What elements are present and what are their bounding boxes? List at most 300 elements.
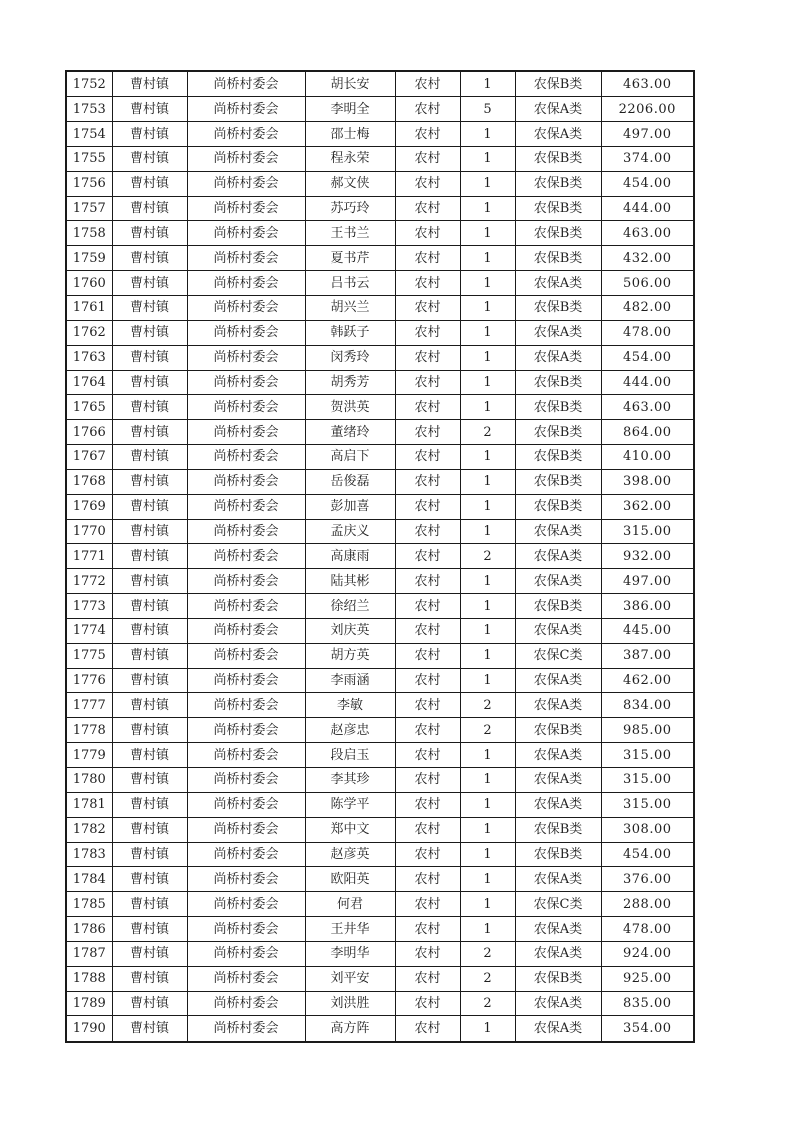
cell-town: 曹村镇 [112,668,187,693]
cell-count: 1 [460,246,515,271]
cell-name: 徐绍兰 [305,594,395,619]
cell-committee: 尚桥村委会 [187,146,305,171]
cell-seq: 1753 [66,97,112,122]
cell-type: 农保B类 [515,718,601,743]
cell-amount: 398.00 [601,469,694,494]
cell-committee: 尚桥村委会 [187,594,305,619]
cell-count: 1 [460,1016,515,1042]
cell-type: 农保B类 [515,370,601,395]
cell-count: 2 [460,991,515,1016]
cell-town: 曹村镇 [112,718,187,743]
cell-count: 1 [460,917,515,942]
cell-category: 农村 [395,469,460,494]
cell-amount: 463.00 [601,395,694,420]
cell-name: 陈学平 [305,792,395,817]
cell-amount: 315.00 [601,519,694,544]
cell-town: 曹村镇 [112,917,187,942]
cell-seq: 1764 [66,370,112,395]
cell-town: 曹村镇 [112,842,187,867]
cell-town: 曹村镇 [112,71,187,97]
cell-seq: 1772 [66,569,112,594]
cell-committee: 尚桥村委会 [187,991,305,1016]
cell-amount: 308.00 [601,817,694,842]
table-row [66,991,694,1016]
cell-name: 吕书云 [305,271,395,296]
cell-count: 2 [460,420,515,445]
cell-count: 1 [460,370,515,395]
cell-count: 1 [460,196,515,221]
cell-town: 曹村镇 [112,494,187,519]
cell-town: 曹村镇 [112,643,187,668]
cell-amount: 288.00 [601,892,694,917]
cell-type: 农保A类 [515,97,601,122]
table-row [66,370,694,395]
cell-committee: 尚桥村委会 [187,370,305,395]
cell-committee: 尚桥村委会 [187,1016,305,1042]
cell-name: 闵秀玲 [305,345,395,370]
cell-seq: 1771 [66,544,112,569]
table-row [66,71,694,97]
cell-amount: 454.00 [601,345,694,370]
cell-seq: 1766 [66,420,112,445]
cell-type: 农保A类 [515,941,601,966]
cell-committee: 尚桥村委会 [187,569,305,594]
cell-count: 1 [460,842,515,867]
table-row [66,594,694,619]
cell-category: 农村 [395,544,460,569]
cell-seq: 1755 [66,146,112,171]
cell-category: 农村 [395,892,460,917]
cell-count: 2 [460,966,515,991]
table-row [66,1016,694,1042]
cell-seq: 1773 [66,594,112,619]
cell-category: 农村 [395,445,460,470]
cell-count: 1 [460,892,515,917]
cell-seq: 1774 [66,618,112,643]
cell-category: 农村 [395,221,460,246]
cell-amount: 444.00 [601,370,694,395]
table-row [66,221,694,246]
cell-count: 2 [460,693,515,718]
cell-count: 1 [460,71,515,97]
cell-town: 曹村镇 [112,817,187,842]
cell-count: 1 [460,768,515,793]
cell-amount: 374.00 [601,146,694,171]
cell-committee: 尚桥村委会 [187,817,305,842]
cell-amount: 506.00 [601,271,694,296]
cell-count: 1 [460,594,515,619]
cell-type: 农保B类 [515,817,601,842]
cell-category: 农村 [395,991,460,1016]
cell-amount: 924.00 [601,941,694,966]
cell-type: 农保A类 [515,743,601,768]
cell-name: 苏巧玲 [305,196,395,221]
cell-count: 1 [460,569,515,594]
cell-name: 王书兰 [305,221,395,246]
cell-category: 农村 [395,295,460,320]
cell-category: 农村 [395,494,460,519]
cell-committee: 尚桥村委会 [187,917,305,942]
cell-committee: 尚桥村委会 [187,196,305,221]
cell-town: 曹村镇 [112,892,187,917]
cell-category: 农村 [395,196,460,221]
cell-name: 李明华 [305,941,395,966]
cell-town: 曹村镇 [112,966,187,991]
cell-type: 农保C类 [515,643,601,668]
cell-category: 农村 [395,345,460,370]
cell-town: 曹村镇 [112,146,187,171]
cell-category: 农村 [395,966,460,991]
cell-category: 农村 [395,146,460,171]
cell-committee: 尚桥村委会 [187,295,305,320]
cell-seq: 1777 [66,693,112,718]
cell-category: 农村 [395,917,460,942]
table-row [66,469,694,494]
cell-type: 农保B类 [515,469,601,494]
cell-category: 农村 [395,792,460,817]
cell-amount: 2206.00 [601,97,694,122]
table-row [66,519,694,544]
cell-committee: 尚桥村委会 [187,519,305,544]
cell-name: 程永荣 [305,146,395,171]
cell-name: 岳俊磊 [305,469,395,494]
cell-name: 李其珍 [305,768,395,793]
cell-type: 农保B类 [515,171,601,196]
cell-seq: 1767 [66,445,112,470]
table-row [66,445,694,470]
cell-amount: 497.00 [601,569,694,594]
cell-type: 农保A类 [515,792,601,817]
cell-town: 曹村镇 [112,345,187,370]
cell-category: 农村 [395,122,460,147]
cell-amount: 315.00 [601,768,694,793]
cell-town: 曹村镇 [112,519,187,544]
cell-count: 1 [460,792,515,817]
cell-town: 曹村镇 [112,320,187,345]
cell-town: 曹村镇 [112,271,187,296]
cell-amount: 362.00 [601,494,694,519]
cell-committee: 尚桥村委会 [187,792,305,817]
cell-name: 孟庆义 [305,519,395,544]
cell-count: 2 [460,718,515,743]
cell-seq: 1758 [66,221,112,246]
cell-amount: 835.00 [601,991,694,1016]
table-row [66,917,694,942]
cell-category: 农村 [395,842,460,867]
cell-seq: 1757 [66,196,112,221]
cell-category: 农村 [395,867,460,892]
cell-committee: 尚桥村委会 [187,345,305,370]
table-row [66,668,694,693]
table-row [66,295,694,320]
table-row [66,345,694,370]
cell-committee: 尚桥村委会 [187,544,305,569]
cell-type: 农保B类 [515,295,601,320]
cell-seq: 1760 [66,271,112,296]
cell-name: 赵彦忠 [305,718,395,743]
cell-name: 韩跃子 [305,320,395,345]
cell-town: 曹村镇 [112,196,187,221]
cell-committee: 尚桥村委会 [187,867,305,892]
cell-category: 农村 [395,743,460,768]
cell-type: 农保B类 [515,494,601,519]
cell-seq: 1775 [66,643,112,668]
cell-name: 赵彦英 [305,842,395,867]
table-row [66,718,694,743]
cell-amount: 482.00 [601,295,694,320]
cell-name: 李敏 [305,693,395,718]
cell-committee: 尚桥村委会 [187,494,305,519]
cell-amount: 387.00 [601,643,694,668]
cell-count: 1 [460,345,515,370]
cell-amount: 454.00 [601,842,694,867]
cell-committee: 尚桥村委会 [187,122,305,147]
cell-seq: 1786 [66,917,112,942]
cell-category: 农村 [395,618,460,643]
cell-name: 胡长安 [305,71,395,97]
cell-type: 农保A类 [515,544,601,569]
cell-committee: 尚桥村委会 [187,892,305,917]
cell-committee: 尚桥村委会 [187,320,305,345]
cell-name: 欧阳英 [305,867,395,892]
cell-category: 农村 [395,693,460,718]
cell-type: 农保B类 [515,146,601,171]
table-row [66,817,694,842]
cell-name: 胡方英 [305,643,395,668]
cell-seq: 1752 [66,71,112,97]
cell-count: 1 [460,221,515,246]
cell-seq: 1769 [66,494,112,519]
cell-amount: 462.00 [601,668,694,693]
cell-name: 高方阵 [305,1016,395,1042]
cell-count: 1 [460,867,515,892]
cell-committee: 尚桥村委会 [187,768,305,793]
cell-type: 农保B类 [515,594,601,619]
cell-count: 1 [460,295,515,320]
cell-type: 农保B类 [515,445,601,470]
cell-count: 1 [460,643,515,668]
cell-name: 李雨涵 [305,668,395,693]
cell-town: 曹村镇 [112,941,187,966]
cell-count: 1 [460,445,515,470]
cell-town: 曹村镇 [112,792,187,817]
cell-name: 高康雨 [305,544,395,569]
cell-name: 邵士梅 [305,122,395,147]
cell-town: 曹村镇 [112,1016,187,1042]
cell-amount: 315.00 [601,743,694,768]
cell-name: 胡兴兰 [305,295,395,320]
cell-town: 曹村镇 [112,221,187,246]
cell-town: 曹村镇 [112,594,187,619]
cell-seq: 1761 [66,295,112,320]
cell-category: 农村 [395,668,460,693]
cell-committee: 尚桥村委会 [187,743,305,768]
cell-category: 农村 [395,395,460,420]
table-row [66,97,694,122]
cell-type: 农保C类 [515,892,601,917]
cell-committee: 尚桥村委会 [187,246,305,271]
cell-town: 曹村镇 [112,693,187,718]
table-row [66,768,694,793]
cell-committee: 尚桥村委会 [187,643,305,668]
table-row [66,171,694,196]
cell-committee: 尚桥村委会 [187,420,305,445]
table-row [66,892,694,917]
cell-seq: 1787 [66,941,112,966]
cell-town: 曹村镇 [112,295,187,320]
cell-town: 曹村镇 [112,867,187,892]
cell-seq: 1754 [66,122,112,147]
cell-committee: 尚桥村委会 [187,718,305,743]
cell-category: 农村 [395,370,460,395]
cell-type: 农保B类 [515,246,601,271]
cell-town: 曹村镇 [112,370,187,395]
cell-committee: 尚桥村委会 [187,966,305,991]
cell-seq: 1779 [66,743,112,768]
cell-count: 1 [460,122,515,147]
cell-committee: 尚桥村委会 [187,221,305,246]
cell-category: 农村 [395,97,460,122]
cell-committee: 尚桥村委会 [187,71,305,97]
cell-type: 农保A类 [515,693,601,718]
cell-amount: 444.00 [601,196,694,221]
table-row [66,643,694,668]
table-body [66,71,694,1042]
cell-type: 农保B类 [515,71,601,97]
cell-name: 李明全 [305,97,395,122]
cell-category: 农村 [395,271,460,296]
cell-town: 曹村镇 [112,246,187,271]
cell-name: 彭加喜 [305,494,395,519]
cell-category: 农村 [395,71,460,97]
cell-town: 曹村镇 [112,743,187,768]
table-row [66,966,694,991]
cell-type: 农保A类 [515,345,601,370]
cell-town: 曹村镇 [112,768,187,793]
cell-amount: 376.00 [601,867,694,892]
cell-name: 董绪玲 [305,420,395,445]
cell-category: 农村 [395,569,460,594]
cell-name: 郑中文 [305,817,395,842]
cell-name: 夏书芹 [305,246,395,271]
table-row [66,693,694,718]
cell-seq: 1759 [66,246,112,271]
cell-name: 贺洪英 [305,395,395,420]
cell-amount: 985.00 [601,718,694,743]
table-row [66,618,694,643]
cell-count: 1 [460,668,515,693]
table-row [66,395,694,420]
cell-town: 曹村镇 [112,618,187,643]
cell-committee: 尚桥村委会 [187,842,305,867]
cell-seq: 1789 [66,991,112,1016]
cell-amount: 445.00 [601,618,694,643]
cell-type: 农保B类 [515,842,601,867]
cell-amount: 432.00 [601,246,694,271]
cell-type: 农保B类 [515,221,601,246]
cell-category: 农村 [395,768,460,793]
cell-count: 1 [460,618,515,643]
table-row [66,792,694,817]
cell-amount: 463.00 [601,221,694,246]
cell-name: 段启玉 [305,743,395,768]
cell-amount: 932.00 [601,544,694,569]
cell-committee: 尚桥村委会 [187,469,305,494]
cell-seq: 1765 [66,395,112,420]
cell-name: 胡秀芳 [305,370,395,395]
cell-type: 农保A类 [515,1016,601,1042]
cell-seq: 1790 [66,1016,112,1042]
cell-amount: 478.00 [601,917,694,942]
cell-amount: 463.00 [601,71,694,97]
cell-count: 1 [460,469,515,494]
table-row [66,867,694,892]
cell-category: 农村 [395,519,460,544]
cell-count: 1 [460,519,515,544]
cell-name: 何君 [305,892,395,917]
cell-committee: 尚桥村委会 [187,618,305,643]
cell-amount: 354.00 [601,1016,694,1042]
cell-seq: 1770 [66,519,112,544]
cell-count: 1 [460,494,515,519]
cell-seq: 1783 [66,842,112,867]
table-row [66,246,694,271]
table-row [66,320,694,345]
cell-name: 郝文侠 [305,171,395,196]
cell-committee: 尚桥村委会 [187,395,305,420]
cell-seq: 1776 [66,668,112,693]
cell-town: 曹村镇 [112,991,187,1016]
cell-town: 曹村镇 [112,395,187,420]
cell-seq: 1782 [66,817,112,842]
cell-amount: 925.00 [601,966,694,991]
cell-count: 1 [460,817,515,842]
cell-committee: 尚桥村委会 [187,271,305,296]
cell-category: 农村 [395,320,460,345]
cell-count: 1 [460,320,515,345]
cell-count: 1 [460,395,515,420]
cell-name: 刘平安 [305,966,395,991]
cell-seq: 1756 [66,171,112,196]
cell-committee: 尚桥村委会 [187,941,305,966]
cell-type: 农保A类 [515,917,601,942]
cell-amount: 497.00 [601,122,694,147]
cell-seq: 1768 [66,469,112,494]
table-row [66,494,694,519]
cell-seq: 1781 [66,792,112,817]
cell-category: 农村 [395,643,460,668]
cell-committee: 尚桥村委会 [187,668,305,693]
cell-town: 曹村镇 [112,445,187,470]
cell-amount: 315.00 [601,792,694,817]
cell-count: 1 [460,743,515,768]
cell-amount: 478.00 [601,320,694,345]
cell-type: 农保A类 [515,271,601,296]
cell-town: 曹村镇 [112,171,187,196]
cell-town: 曹村镇 [112,569,187,594]
cell-seq: 1763 [66,345,112,370]
cell-amount: 864.00 [601,420,694,445]
table-row [66,196,694,221]
cell-count: 2 [460,544,515,569]
table-row [66,544,694,569]
cell-type: 农保A类 [515,768,601,793]
cell-category: 农村 [395,941,460,966]
cell-amount: 386.00 [601,594,694,619]
cell-amount: 454.00 [601,171,694,196]
cell-count: 1 [460,146,515,171]
cell-type: 农保B类 [515,196,601,221]
